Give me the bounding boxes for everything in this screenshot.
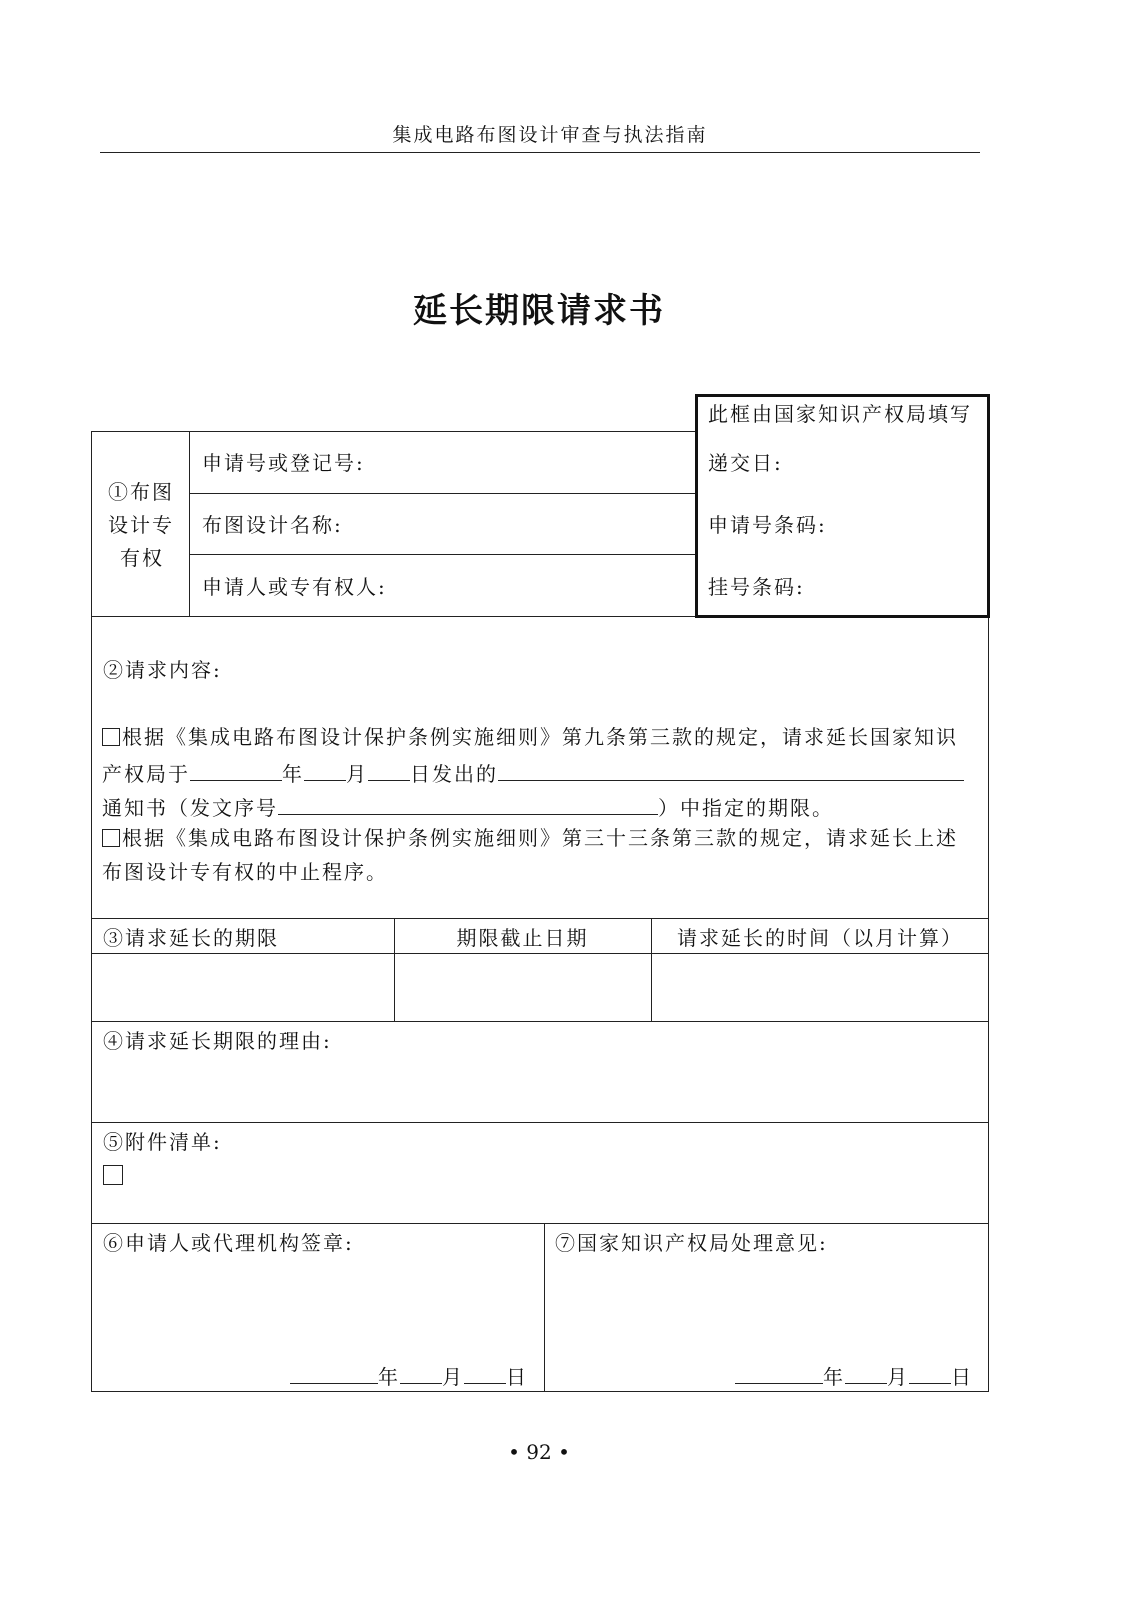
column-divider: [544, 1223, 545, 1392]
reason-input[interactable]: [92, 1058, 988, 1120]
issue-month-blank[interactable]: [304, 762, 346, 781]
table-header-divider: [91, 953, 989, 954]
option1-text: 根据《集成电路布图设计保护条例实施细则》第九条第三款的规定，请求延长国家知识: [122, 725, 958, 749]
serial-number-blank[interactable]: [278, 796, 658, 815]
office-opinion-heading: ⑦国家知识产权局处理意见:: [555, 1231, 828, 1255]
header-rule: [100, 152, 980, 153]
issue-day-blank[interactable]: [368, 762, 410, 781]
option1-checkbox[interactable]: [102, 728, 120, 746]
section-divider: [91, 1223, 989, 1224]
extension-months-cell[interactable]: [653, 955, 988, 1020]
application-barcode-label: 申请号条码:: [708, 513, 827, 537]
extension-months-header: 请求延长的时间（以月计算）: [677, 926, 963, 950]
deadline-date-cell[interactable]: [396, 955, 650, 1020]
option1-date-line: 产权局于 年 月 日发出的: [102, 762, 964, 784]
section1-label-line: 有权: [120, 546, 164, 570]
seal-day-blank[interactable]: [464, 1365, 506, 1384]
section-divider: [91, 918, 989, 919]
applicant-seal-heading: ⑥申请人或代理机构签章:: [103, 1231, 354, 1255]
extension-period-cell[interactable]: [92, 955, 393, 1020]
field-divider: [189, 493, 697, 494]
opinion-year-blank[interactable]: [735, 1365, 823, 1384]
option2-line: [102, 828, 958, 848]
running-header: 集成电路布图设计审查与执法指南: [392, 124, 708, 146]
page-number: • 92 •: [508, 1440, 570, 1464]
office-opinion-date: 年 月 日: [735, 1365, 973, 1387]
field-divider: [189, 554, 697, 555]
option2-checkbox[interactable]: [102, 829, 120, 847]
registered-barcode-label: 挂号条码:: [708, 575, 805, 599]
extension-period-header: ③请求延长的期限: [103, 926, 279, 950]
attachment-checkbox[interactable]: [103, 1165, 123, 1185]
option2-text: 根据《集成电路布图设计保护条例实施细则》第三十三条第三款的规定，请求延长上述: [122, 826, 958, 850]
option1-line: [102, 727, 958, 747]
notice-name-blank[interactable]: [498, 762, 964, 781]
option2-line2: 布图设计专有权的中止程序。: [102, 860, 388, 884]
office-box-heading: 此框由国家知识产权局填写: [708, 402, 972, 426]
option1-serial-line: 通知书（发文序号 ）中指定的期限。: [102, 796, 834, 820]
seal-year-blank[interactable]: [290, 1365, 378, 1384]
section-divider: [91, 1021, 989, 1022]
attachments-heading: ⑤附件清单:: [103, 1130, 222, 1154]
section1-label-line: 设计专: [108, 513, 174, 537]
opinion-month-blank[interactable]: [845, 1365, 887, 1384]
section-divider: [91, 1122, 989, 1123]
request-content-heading: ②请求内容:: [103, 658, 222, 682]
application-number-field[interactable]: 申请号或登记号:: [202, 451, 365, 475]
applicant-field[interactable]: 申请人或专有权人:: [202, 575, 387, 599]
design-name-field[interactable]: 布图设计名称:: [202, 513, 343, 537]
deadline-date-header: 期限截止日期: [456, 926, 589, 950]
document-title: 延长期限请求书: [413, 291, 665, 331]
reason-heading: ④请求延长期限的理由:: [103, 1029, 332, 1053]
issue-year-blank[interactable]: [190, 762, 282, 781]
opinion-day-blank[interactable]: [909, 1365, 951, 1384]
seal-month-blank[interactable]: [400, 1365, 442, 1384]
section1-label-line: ①布图: [108, 480, 174, 504]
section1-divider: [189, 431, 190, 617]
submission-date-label: 递交日:: [708, 451, 783, 475]
applicant-seal-date: 年 月 日: [290, 1365, 528, 1387]
